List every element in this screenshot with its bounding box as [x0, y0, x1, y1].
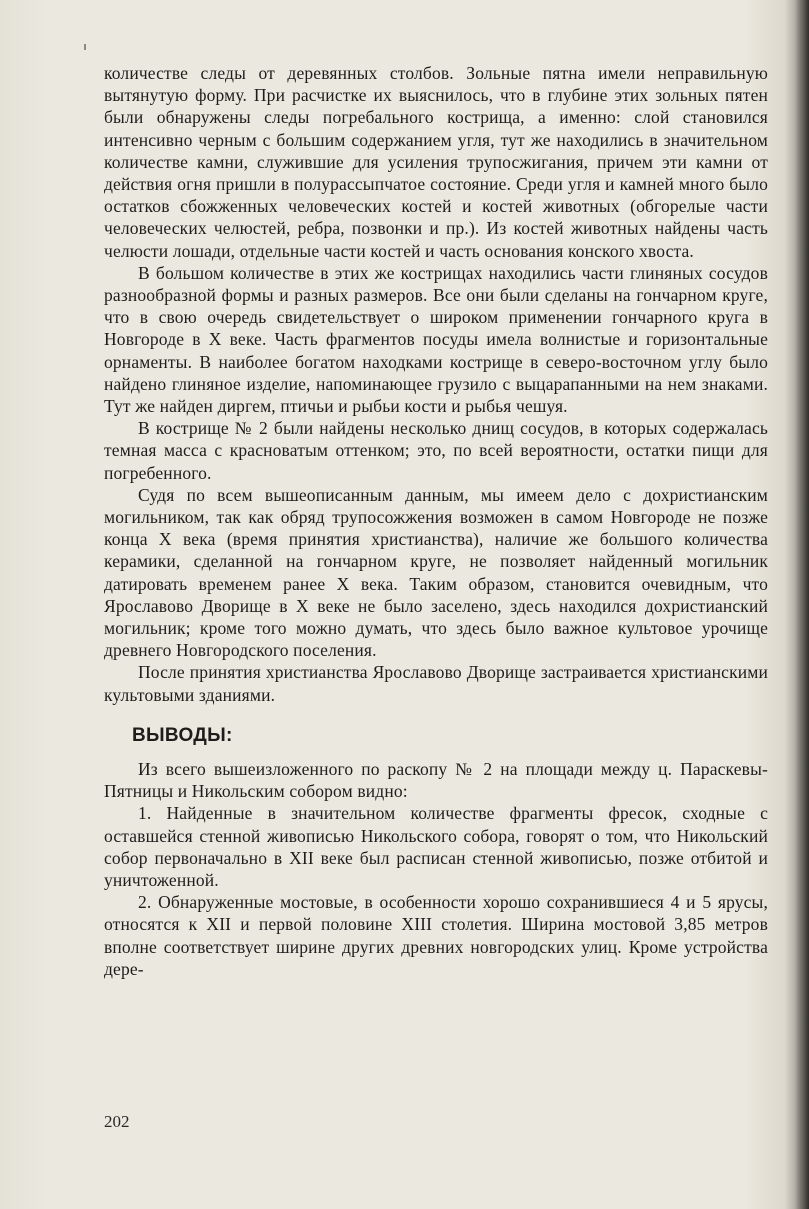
- paragraph-4: Судя по всем вышеописанным данным, мы имеем дело с дохристианским могильником, так как обряд трупосожжения возможен в самом Новгороде не позже конца X века (время принятия христианства), наличие же большого количества керамики, сделанной на гончарном круге, не позволяет найденный могильник датировать временем ранее X века. Таким образом, становится очевидным, что Ярославово Дворище в X веке не было заселено, здесь находился дохристианский могильник; кроме того можно думать, что здесь было важное культовое урочище древнего Новгородского поселения.: [104, 484, 768, 661]
- paragraph-2: В большом количестве в этих же кострищах находились части глиняных сосудов разнообразной формы и разных размеров. Все они были сделаны на гончарном круге, что в свою очередь свидетельствует о широком применении гончарного круга в Новгороде в X веке. Часть фрагментов посуды имела волнистые и горизонтальные орнаменты. В наиболее богатом находками кострище в северо-восточном углу было найдено глиняное изделие, напоминающее грузило с выцарапанными на нем знаками. Тут же найден диргем, птичьи и рыбьи кости и рыбья чешуя.: [104, 262, 768, 417]
- page-text: [104, 62, 768, 980]
- conclusion-item-2: 2. Обнаруженные мостовые, в особенности хорошо сохранившиеся 4 и 5 ярусы, относятся к XII и первой половине XIII столетия. Ширина мостовой 3,85 метров вполне соответствует ширине других древних новгородских улиц. Кроме устройства дере-: [104, 892, 768, 979]
- paragraph-1: количестве следы от деревянных столбов. Зольные пятна имели неправильную вытянутую форму. При расчистке их выяснилось, что в глубине этих зольных пятен были обнаружены следы погребального кострища, а именно: слой становился интенсивно черным с большим содержанием угля, тут же находились в значительном количестве камни, служившие для усиления трупосжигания, причем эти камни от действия огня пришли в полурассыпчатое состояние. Среди угля и камней много было остатков сбожженных человеческих костей и костей животных (обгорелые части человеческих челюстей, ребра, позвонки и пр.). Из костей животных найдены часть челюсти лошади, отдельные части костей и часть основания конского хвоста.: [104, 63, 768, 261]
- paragraph-3: В кострище № 2 были найдены несколько днищ сосудов, в которых содержалась темная масса с красноватым оттенком; это, по всей вероятности, остатки пищи для погребенного.: [104, 418, 768, 483]
- page-number: 202: [104, 1112, 130, 1131]
- scan-mark: [84, 44, 86, 50]
- paragraph-5: После принятия христианства Ярославово Дворище застраивается христианскими культовыми зданиями.: [104, 662, 768, 705]
- conclusion-item-1: 1. Найденные в значительном количестве фрагменты фресок, сходные с оставшейся стенной живописью Никольского собора, говорят о том, что Никольский собор первоначально в XII веке был расписан стенной живописью, позже отбитой и уничтоженной.: [104, 803, 768, 890]
- page-edge-shadow: [795, 0, 809, 1209]
- conclusion-intro: Из всего вышеизложенного по раскопу № 2 на площади между ц. Параскевы-Пятницы и Никольским собором видно:: [104, 758, 768, 802]
- section-heading: ВЫВОДЫ:: [132, 724, 233, 746]
